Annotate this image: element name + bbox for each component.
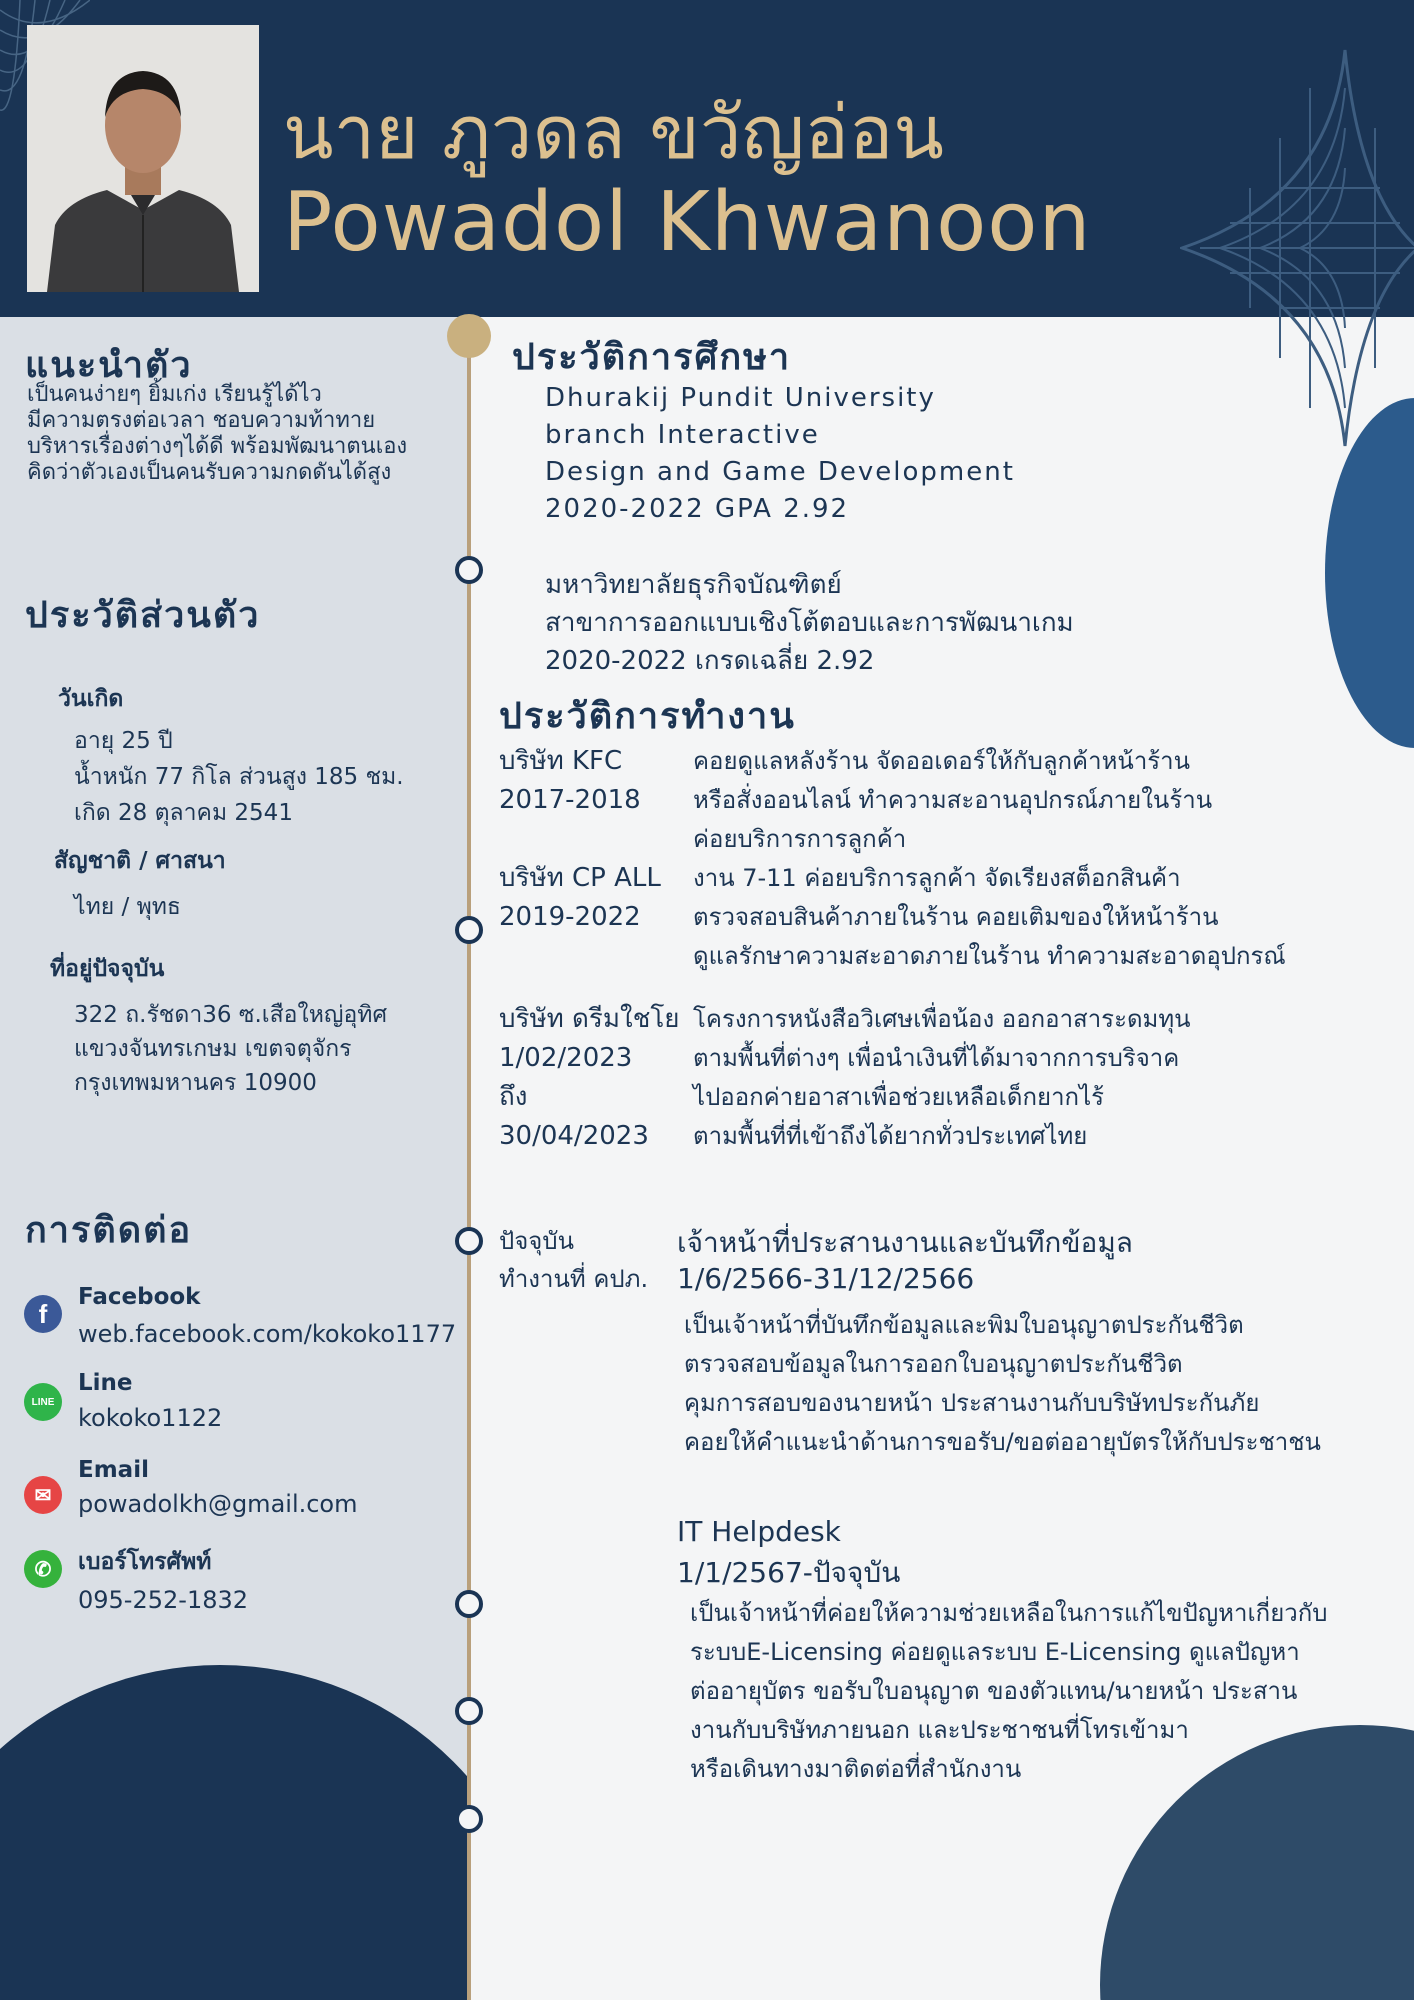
name-english: Powadol Khwanoon bbox=[283, 175, 1092, 270]
timeline-start-dot bbox=[447, 314, 491, 358]
name-thai: นาย ภูวดล ขวัญอ่อน bbox=[283, 90, 944, 176]
current-job-description: เป็นเจ้าหน้าที่บันทึกข้อมูลและพิมใบอนุญาตประกันชีวิต ตรวจสอบข้อมูลในการออกใบอนุญาตประกันชีวิต คุมการสอบของนายหน้า ประสานงานกับบริษัทประกันภัย คอยให้คำแนะนำด้านการขอรับ/ขอต่ออายุบัตรให้กับประชาชน bbox=[684, 1311, 1321, 1456]
intro-text: เป็นคนง่ายๆ ยิ้มเก่ง เรียนรู้ได้ไว มีความตรงต่อเวลา ชอบความท้าทาย บริหารเรื่องต่างๆได้ดี พร้อมพัฒนาตนเอง คิดว่าตัวเองเป็นคนรับความกดดันได้สูง bbox=[27, 382, 408, 485]
job-company: บริษัท KFC 2017-2018 bbox=[499, 746, 641, 815]
timeline-dot bbox=[455, 1590, 483, 1618]
phone-number[interactable]: 095-252-1832 bbox=[78, 1586, 249, 1614]
birth-details: อายุ 25 ปี น้ำหนัก 77 กิโล ส่วนสูง 185 ชม. เกิด 28 ตุลาคม 2541 bbox=[74, 728, 404, 826]
nationality-value: ไทย / พุทธ bbox=[74, 894, 181, 920]
current-job-description: เป็นเจ้าหน้าที่ค่อยให้ความช่วยเหลือในการแก้ไขปัญหาเกี่ยวกับ ระบบE-Licensing ค่อยดูแลระบบ E-Licensing ดูแลปัญหา ต่ออายุบัตร ขอรับใบอนุญาต ของตัวแทน/นายหน้า ประสาน งานกับบริษัทภายนอก และประชาชนที่โทรเข้ามา หรือเดินทางมาติดต่อที่สำนักงาน bbox=[690, 1599, 1328, 1783]
job-description: คอยดูแลหลังร้าน จัดออเดอร์ให้กับลูกค้าหน้าร้าน หรือสั่งออนไลน์ ทำความสะอานอุปกรณ์ภายในร้าน ค่อยบริการการลูกค้า bbox=[693, 747, 1213, 853]
facebook-label: Facebook bbox=[78, 1284, 201, 1310]
email-label: Email bbox=[78, 1457, 149, 1483]
line-label: Line bbox=[78, 1370, 133, 1396]
education-thai: มหาวิทยาลัยธุรกิจบัณฑิตย์ สาขาการออกแบบเชิงโต้ตอบและการพัฒนาเกม 2020-2022 เกรดเฉลี่ย 2.92 bbox=[545, 570, 1074, 676]
timeline-dot bbox=[455, 1227, 483, 1255]
facebook-link[interactable]: web.facebook.com/kokoko1177 bbox=[78, 1320, 457, 1348]
job-company: บริษัท CP ALL 2019-2022 bbox=[499, 863, 661, 932]
blue-half-circle-decoration bbox=[1325, 398, 1414, 748]
personal-info-title: ประวัติส่วนตัว bbox=[25, 595, 261, 636]
line-id[interactable]: kokoko1122 bbox=[78, 1404, 223, 1432]
education-english: Dhurakij Pundit University branch Interactive Design and Game Development 2020-2022 GPA 2.92 bbox=[545, 383, 1015, 524]
timeline-dot bbox=[455, 916, 483, 944]
left-sidebar-panel bbox=[0, 317, 468, 2000]
wireframe-star-decoration bbox=[1180, 48, 1414, 448]
timeline-dot bbox=[455, 1805, 483, 1833]
current-job-title: IT Helpdesk bbox=[677, 1515, 841, 1548]
timeline-dot bbox=[455, 556, 483, 584]
email-address[interactable]: powadolkh@gmail.com bbox=[78, 1490, 358, 1518]
facebook-icon[interactable]: f bbox=[24, 1295, 62, 1333]
timeline-dot bbox=[455, 1697, 483, 1725]
address-label: ที่อยู่ปัจจุบัน bbox=[50, 956, 165, 982]
current-job-period: 1/1/2567-ปัจจุบัน bbox=[677, 1556, 901, 1589]
intro-title: แนะนำตัว bbox=[25, 345, 193, 386]
job-description: โครงการหนังสือวิเศษเพื่อน้อง ออกอาสาระดมทุน ตามพื้นที่ต่างๆ เพื่อนำเงินที่ได้มาจากการบริจาค ไปออกค่ายอาสาเพื่อช่วยเหลือเด็กยากไร้ ตามพื้นที่ที่เข้าถึงได้ยากทั่วประเทศไทย bbox=[693, 1005, 1191, 1150]
contact-title: การติดต่อ bbox=[25, 1210, 193, 1251]
current-workplace-label: ปัจจุบัน ทำงานที่ คปภ. bbox=[499, 1227, 649, 1293]
job-company: บริษัท ดรีมใชโย 1/02/2023 ถึง 30/04/2023 bbox=[499, 1004, 680, 1151]
birth-label: วันเกิด bbox=[58, 686, 124, 712]
current-job-period: 1/6/2566-31/12/2566 bbox=[677, 1262, 975, 1295]
line-icon[interactable]: LINE bbox=[24, 1383, 62, 1421]
work-history-title: ประวัติการทำงาน bbox=[499, 696, 796, 737]
email-icon[interactable]: ✉ bbox=[24, 1476, 62, 1514]
phone-label: เบอร์โทรศัพท์ bbox=[78, 1549, 212, 1575]
address-value: 322 ถ.รัชดา36 ซ.เสือใหญ่อุทิศ แขวงจันทรเกษม เขตจตุจักร กรุงเทพมหานคร 10900 bbox=[74, 1002, 388, 1096]
education-title: ประวัติการศึกษา bbox=[512, 337, 792, 378]
navy-circle-decoration bbox=[0, 1665, 468, 2000]
phone-icon[interactable]: ✆ bbox=[24, 1550, 62, 1588]
profile-photo bbox=[27, 25, 259, 292]
current-job-title: เจ้าหน้าที่ประสานงานและบันทึกข้อมูล bbox=[677, 1226, 1133, 1259]
nationality-label: สัญชาติ / ศาสนา bbox=[54, 848, 226, 874]
job-description: งาน 7-11 ค่อยบริการลูกค้า จัดเรียงสต็อกสินค้า ตรวจสอบสินค้าภายในร้าน คอยเติมของให้หน้าร้าน ดูแลรักษาความสะอาดภายในร้าน ทำความสะอาดอุปกรณ์ bbox=[693, 864, 1286, 970]
